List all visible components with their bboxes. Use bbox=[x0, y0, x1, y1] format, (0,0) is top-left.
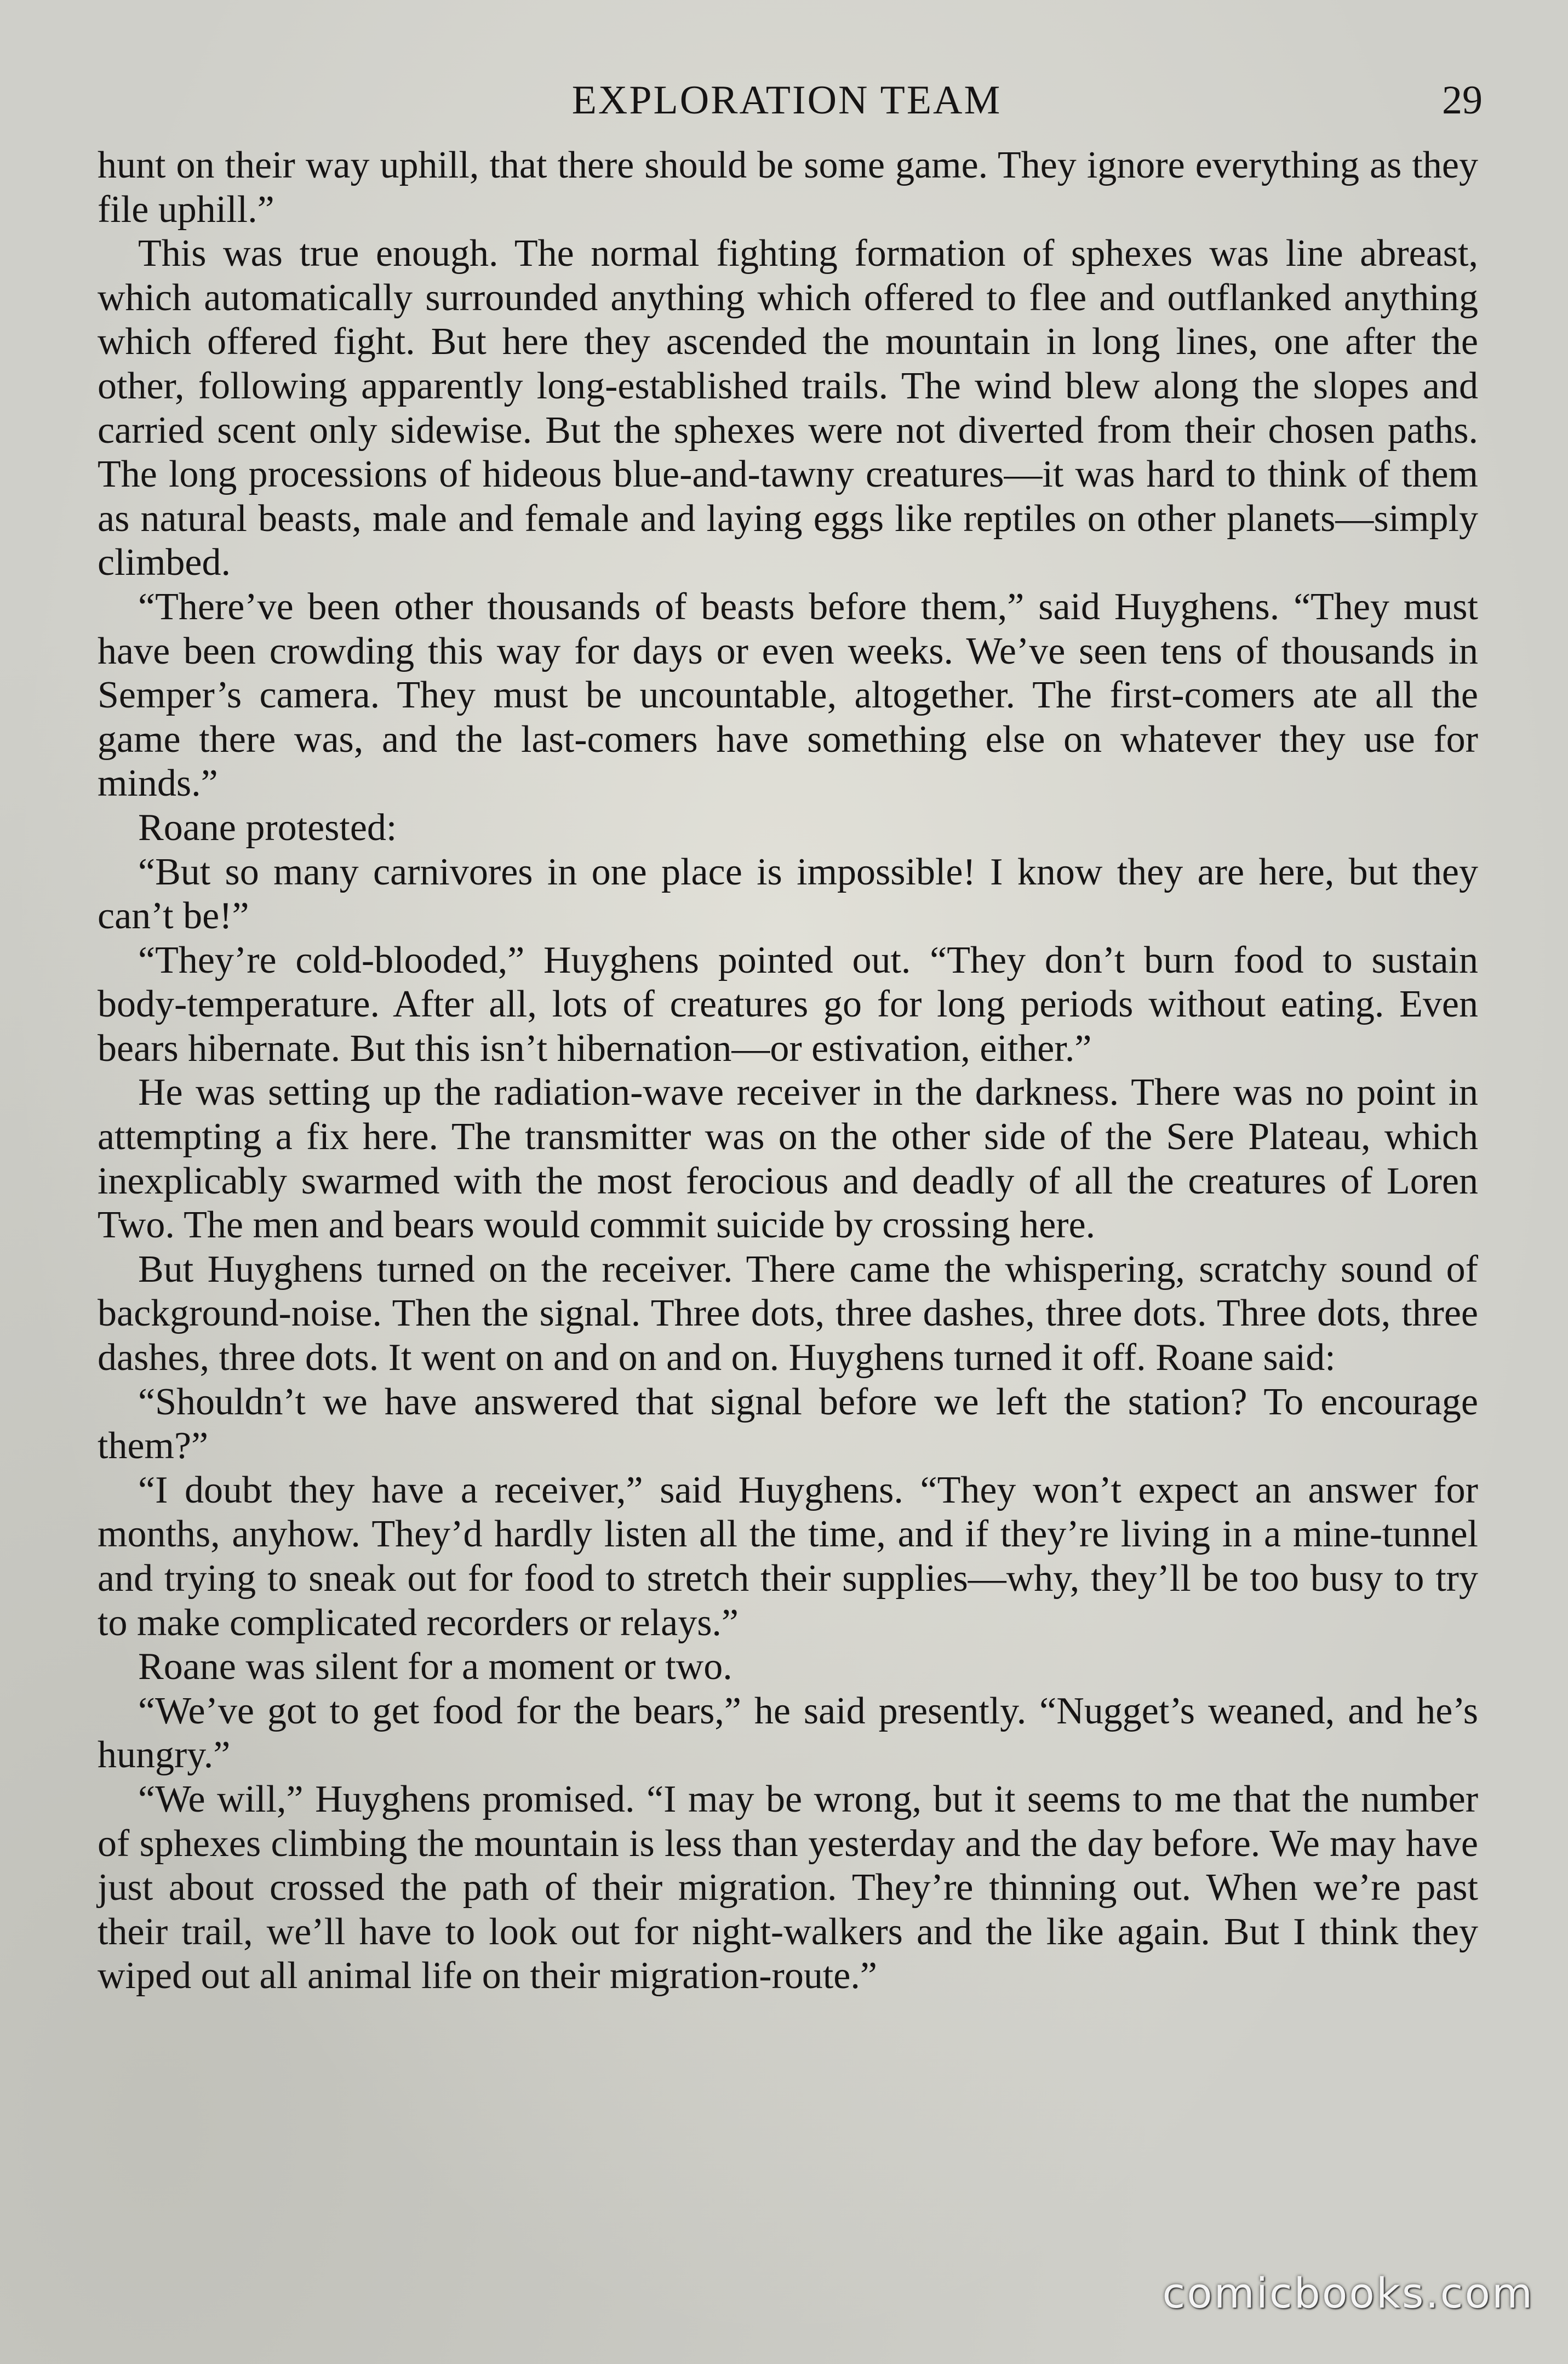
paragraph: He was setting up the radiation-wave receiver in the darkness. There was no point in attempting a fix here. The transmitter was on the other side of the Sere Plateau, which inexplicably swarmed with the most ferocious and deadly of all the creatures of Loren Two. The men and bears would commit suicide by crossing here. bbox=[98, 1071, 1478, 1247]
paragraph: This was true enough. The normal fighting formation of sphexes was line abreast, which automatically surrounded anything which offered to flee and outflanked anything which offered fight. But here they ascended the mountain in long lines, one after the other, following apparently long-established trails. The wind blew along the slopes and carried scent only sidewise. But the sphexes were not diverted from their chosen paths. The long processions of hideous blue-and-tawny creatures—it was hard to think of them as natural beasts, male and female and laying eggs like reptiles on other planets—simply climbed. bbox=[98, 232, 1478, 584]
body-text bbox=[98, 144, 1478, 1998]
page-number: 29 bbox=[1442, 78, 1483, 123]
paragraph: “I doubt they have a receiver,” said Huyghens. “They won’t expect an answer for months, anyhow. They’d hardly listen all the time, and if they’re living in a mine-tunnel and trying to sneak out for food to stretch their supplies—why, they’ll be too busy to try to make complicated recorders or relays.” bbox=[98, 1469, 1478, 1644]
paragraph: “We’ve got to get food for the bears,” he said presently. “Nugget’s weaned, and he’s hungry.” bbox=[98, 1689, 1478, 1777]
paragraph: hunt on their way uphill, that there should be some game. They ignore everything as they file uphill.” bbox=[98, 144, 1478, 231]
paragraph: “There’ve been other thousands of beasts before them,” said Huyghens. “They must have been crowding this way for days or even weeks. We’ve seen tens of thousands in Semper’s camera. They must be uncountable, altogether. The first-comers ate all the game there was, and the last-comers have something else on whatever they use for minds.” bbox=[98, 585, 1478, 805]
paragraph: “We will,” Huyghens promised. “I may be wrong, but it seems to me that the number of sphexes climbing the mountain is less than yesterday and the day before. We may have just about crossed the path of their migration. They’re thinning out. When we’re past their trail, we’ll have to look out for night-walkers and the like again. But I think they wiped out all animal life on their migration-route.” bbox=[98, 1778, 1478, 1997]
paragraph: Roane was silent for a moment or two. bbox=[138, 1646, 733, 1688]
site-watermark: comicbooks.com bbox=[1162, 2269, 1534, 2317]
paragraph: “But so many carnivores in one place is impossible! I know they are here, but they can’t be!” bbox=[98, 850, 1478, 938]
running-title: EXPLORATION TEAM bbox=[571, 78, 1002, 123]
paragraph: “They’re cold-blooded,” Huyghens pointed out. “They don’t burn food to sustain body-temperature. After all, lots of creatures go for long periods without eating. Even bears hibernate. But this isn’t hibernation—or estivation, either.” bbox=[98, 939, 1478, 1070]
paragraph: “Shouldn’t we have answered that signal before we left the station? To encourage them?” bbox=[98, 1380, 1478, 1467]
running-header bbox=[96, 70, 1483, 130]
paragraph: Roane protested: bbox=[138, 806, 397, 849]
paragraph: But Huyghens turned on the receiver. There came the whispering, scratchy sound of background-noise. Then the signal. Three dots, three dashes, three dots. Three dots, three dashes, three dots. It went on and on and on. Huyghens turned it off. Roane said: bbox=[98, 1248, 1478, 1379]
